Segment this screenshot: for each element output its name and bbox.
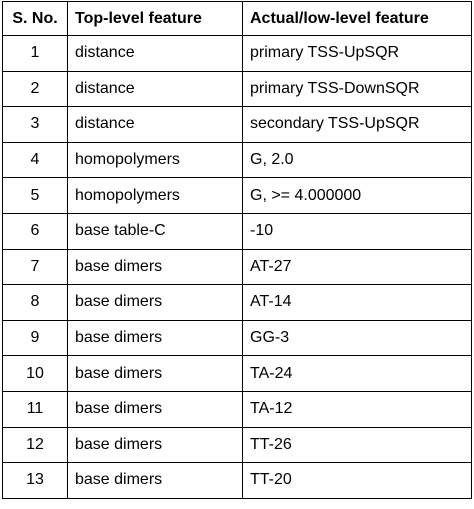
header-row — [3, 2, 472, 36]
cell-low-level-feature: AT-27 — [243, 249, 472, 285]
header-low-level-feature: Actual/low-level feature — [243, 2, 472, 36]
cell-low-level-feature: TA-24 — [243, 356, 472, 392]
table-row — [3, 178, 472, 214]
cell-serial-number: 9 — [3, 320, 68, 356]
cell-top-level-feature: base dimers — [68, 320, 243, 356]
cell-serial-number: 5 — [3, 178, 68, 214]
cell-low-level-feature: AT-14 — [243, 285, 472, 321]
cell-low-level-feature: -10 — [243, 213, 472, 249]
table-row — [3, 142, 472, 178]
cell-low-level-feature: TA-12 — [243, 391, 472, 427]
cell-serial-number: 2 — [3, 71, 68, 107]
cell-top-level-feature: distance — [68, 36, 243, 72]
cell-serial-number: 8 — [3, 285, 68, 321]
table-row — [3, 213, 472, 249]
cell-top-level-feature: base dimers — [68, 356, 243, 392]
table-body — [3, 36, 472, 499]
cell-top-level-feature: distance — [68, 107, 243, 143]
cell-top-level-feature: base dimers — [68, 463, 243, 499]
cell-serial-number: 12 — [3, 427, 68, 463]
cell-top-level-feature: base dimers — [68, 427, 243, 463]
cell-low-level-feature: G, >= 4.000000 — [243, 178, 472, 214]
table-row — [3, 71, 472, 107]
header-serial-number: S. No. — [3, 2, 68, 36]
cell-serial-number: 13 — [3, 463, 68, 499]
cell-top-level-feature: base table-C — [68, 213, 243, 249]
cell-low-level-feature: primary TSS-UpSQR — [243, 36, 472, 72]
cell-low-level-feature: G, 2.0 — [243, 142, 472, 178]
table-row — [3, 36, 472, 72]
table-row — [3, 285, 472, 321]
cell-serial-number: 4 — [3, 142, 68, 178]
table-header — [3, 2, 472, 36]
cell-top-level-feature: homopolymers — [68, 142, 243, 178]
cell-top-level-feature: homopolymers — [68, 178, 243, 214]
cell-low-level-feature: GG-3 — [243, 320, 472, 356]
cell-low-level-feature: TT-26 — [243, 427, 472, 463]
table-row — [3, 320, 472, 356]
cell-top-level-feature: base dimers — [68, 285, 243, 321]
table-row — [3, 463, 472, 499]
cell-top-level-feature: base dimers — [68, 249, 243, 285]
table-row — [3, 107, 472, 143]
cell-low-level-feature: secondary TSS-UpSQR — [243, 107, 472, 143]
cell-serial-number: 3 — [3, 107, 68, 143]
table-row — [3, 356, 472, 392]
cell-serial-number: 11 — [3, 391, 68, 427]
feature-table-container — [2, 1, 471, 499]
cell-serial-number: 10 — [3, 356, 68, 392]
table-row — [3, 391, 472, 427]
header-top-level-feature: Top-level feature — [68, 2, 243, 36]
table-row — [3, 427, 472, 463]
cell-top-level-feature: base dimers — [68, 391, 243, 427]
cell-low-level-feature: primary TSS-DownSQR — [243, 71, 472, 107]
cell-low-level-feature: TT-20 — [243, 463, 472, 499]
cell-serial-number: 1 — [3, 36, 68, 72]
feature-table — [2, 1, 472, 499]
cell-top-level-feature: distance — [68, 71, 243, 107]
cell-serial-number: 6 — [3, 213, 68, 249]
cell-serial-number: 7 — [3, 249, 68, 285]
table-row — [3, 249, 472, 285]
